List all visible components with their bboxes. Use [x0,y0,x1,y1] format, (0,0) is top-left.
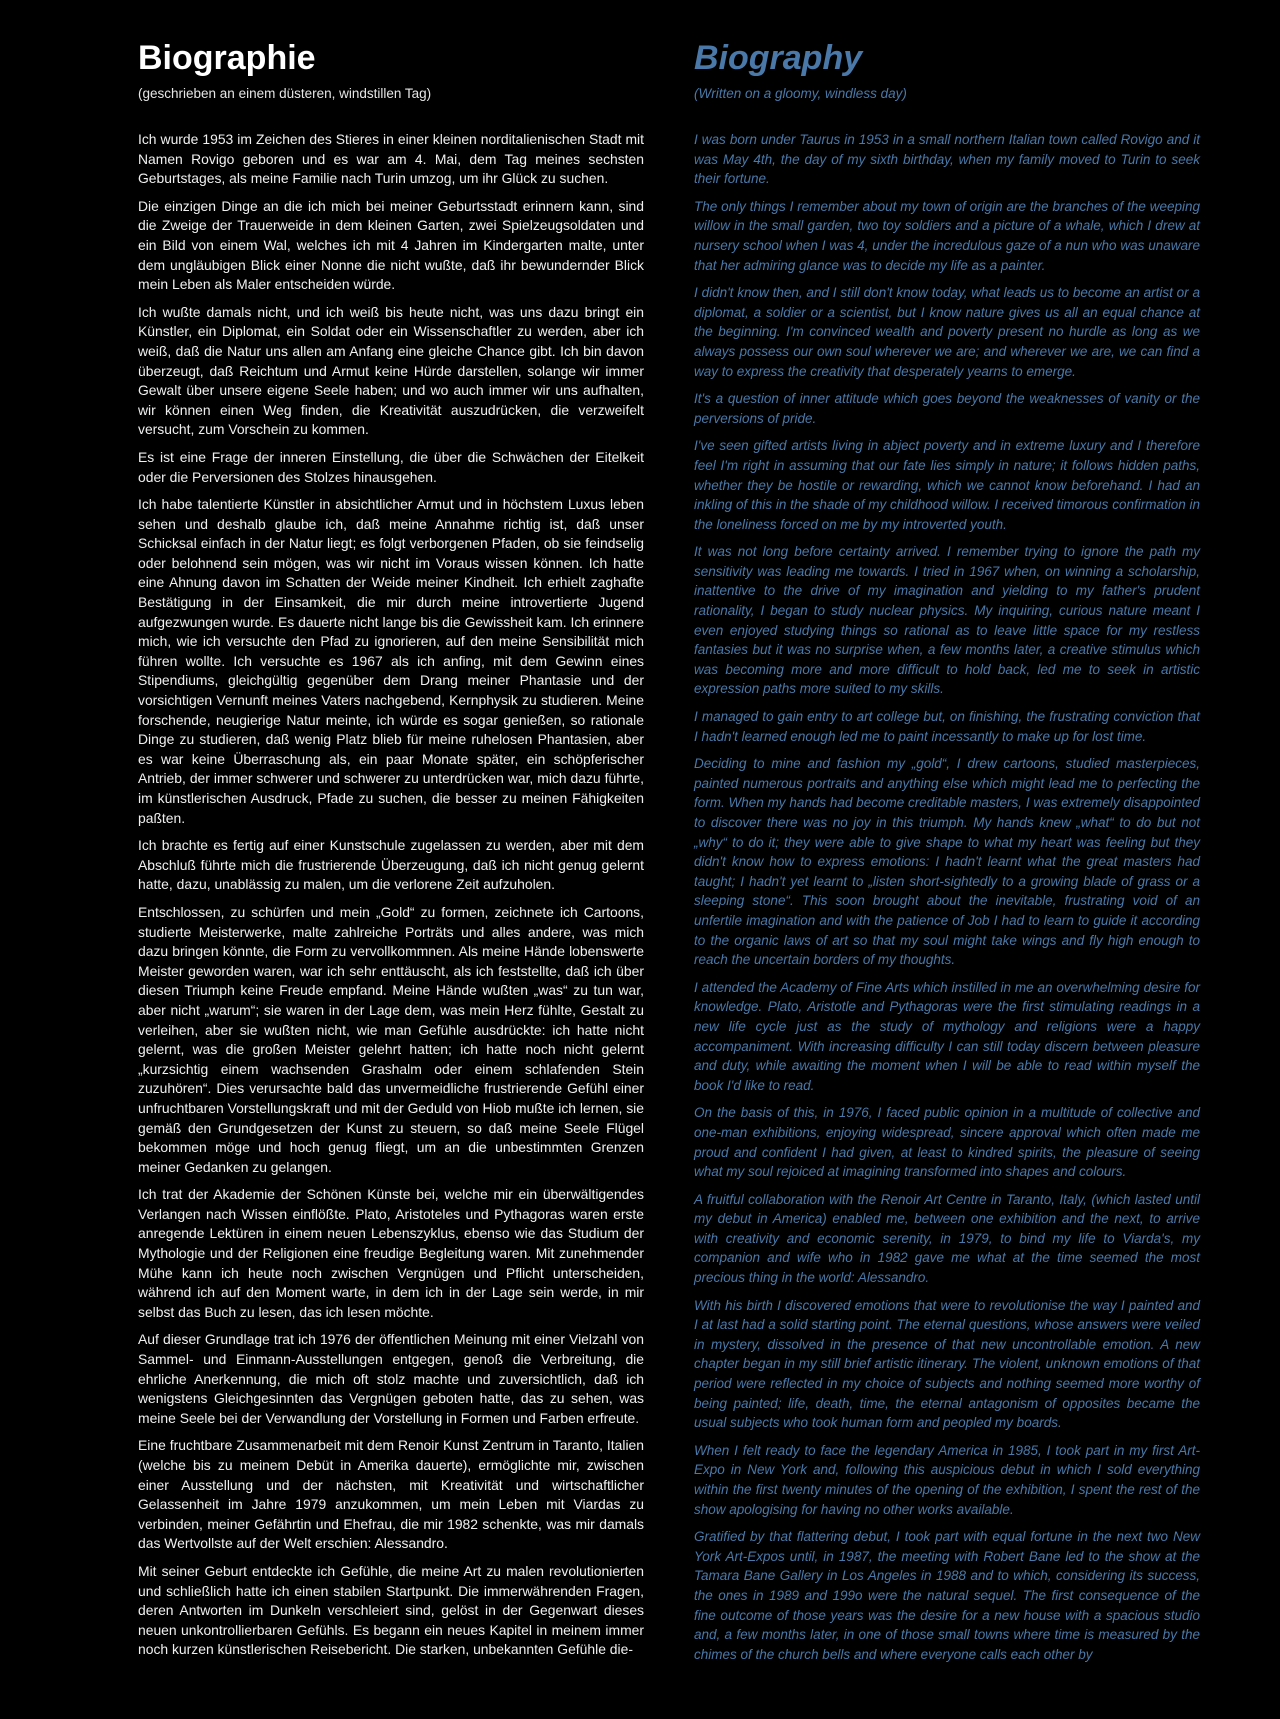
german-title: Biographie [138,39,316,77]
english-paragraph: On the basis of this, in 1976, I faced public opinion in a multitude of collective and one-man exhibitions, enjoying widespread, sincere approval which often made me proud and confident I had given, at least to kindred spirits, the pleasure of seeing what my soul rejoiced at imagining transformed into shapes and colours. [694,1105,1200,1180]
german-body [138,130,644,1660]
english-title: Biography [694,39,863,77]
german-column [138,38,644,1668]
english-paragraph: When I felt ready to face the legendary America in 1985, I took part in my first Art-Expo in New York and, following this auspicious debut in which I sold everything within the first twenty minutes of the opening of the exhibition, I spent the rest of the show apologising for having no other works available. [694,1442,1200,1517]
english-body [694,130,1200,1664]
english-paragraph: I attended the Academy of Fine Arts which instilled in me an overwhelming desire for knowledge. Plato, Aristotle and Pythagoras were the first stimulating readings in a new life cycle just as the study of mythology and religions were a happy accompaniment. With increasing difficulty I can still today discern between pleasure and duty, while awaiting the moment when I will be able to read within myself the book I'd like to read. [694,979,1200,1093]
german-paragraph: Ich wußte damals nicht, und ich weiß bis heute nicht, was uns dazu bringt ein Künstler, ein Diplomat, ein Soldat oder ein Wissenschaftler zu werden, aber ich weiß, daß die Natur uns allen am Anfang eine gleiche Chance gibt. Ich bin davon überzeugt, daß Reichtum und Armut keine Hürde darstellen, solange wir immer Gewalt über unsere eigene Seele haben; und wo auch immer wir uns aufhalten, wir können einen Weg finden, die Kreativität auszudrücken, die verzweifelt versucht, zum Vorschein zu kommen. [138,303,644,438]
english-paragraph: With his birth I discovered emotions that were to revolutionise the way I painted and I at last had a solid starting point. The eternal questions, whose answers were veiled in mystery, dissolved in the presence of that new uncontrollable emotion. A new chapter began in my still brief artistic itinerary. The violent, unknown emotions of that period were reflected in my choice of subjects and nothing seemed more worthy of being painted; life, death, time, the eternal antagonism of opposites became the usual subjects who took human form and peopled my boards. [694,1297,1200,1431]
german-paragraph: Ich habe talentierte Künstler in absichtlicher Armut und in höchstem Luxus leben sehen und deshalb glaube ich, daß meine Annahme richtig ist, daß unser Schicksal einfach in der Natur liegt; es folgt verborgenen Pfaden, ob sie feindselig oder belohnend sein mögen, was wir nicht im Voraus wissen können. Ich hatte eine Ahnung davon im Schatten der Weide meiner Kindheit. Ich erhielt zaghafte Bestätigung in der Einsamkeit, die mir durch meine introvertierte Jugend aufgezwungen wurde. Es dauerte nicht lange bis die Gewissheit kam. Ich erinnere mich, wie ich versuchte den Pfad zu ignorieren, auf den meine Sensibilität mich führen wollte. Ich versuchte es 1967 als ich anfing, mit dem Gewinn eines Stipendiums, gleichgültig gegenüber dem Drang meiner Phantasie und der vorsichtigen Vernunft meines Vaters nachgebend, Kernphysik zu studieren. Meine forschende, neugierige Natur meinte, ich würde es sogar genießen, so rationale Dinge zu studieren, daß wenig Platz blieb für meine ruhelosen Phantasien, aber es war keine Überraschung als, ein paar Monate später, ein schöpferischer Antrieb, der immer schwerer und schwerer zu unterdrücken war, mich dazu führte, im künstlerischen Ausdruck, Pfade zu suchen, die besser zu meinen Fähigkeiten paßten. [138,496,644,826]
german-paragraph: Ich trat der Akademie der Schönen Künste bei, welche mir ein überwältigendes Verlangen nach Wissen einflößte. Plato, Aristoteles und Pythagoras waren erste anregende Lektüren in einem neuen Lebenszyklus, ebenso wie das Studium der Mythologie und der Religionen eine freudige Begleitung waren. Mit zunehmender Mühe kann ich heute noch zwischen Vergnügen und Pflicht unterscheiden, während ich auf den Moment warte, in dem ich in der Lage sein werde, in mir selbst das Buch zu lesen, das ich lesen möchte. [138,1186,644,1320]
english-column [694,38,1200,1672]
english-paragraph: Deciding to mine and fashion my „gold“, I drew cartoons, studied masterpieces, painted numerous portraits and anything else which might lead me to perfecting the form. When my hands had become creditable masters, I was extremely disappointed to discover there was no joy in this triumph. My hands knew „what“ to do but not „why“ to do it; they were able to give shape to what my heart was feeling but they didn't know how to express emotions: I hadn't learnt what the great masters had taught; I hadn't yet learnt to „listen short-sightedly to a growing blade of grass or a sleeping stone“. This soon brought about the inevitable, frustrating void of an unfertile imagination and with the patience of Job I had to learn to guide it according to the organic laws of art so that my soul might take wings and fly high enough to reach the uncertain borders of my thoughts. [694,756,1200,968]
english-paragraph: I managed to gain entry to art college but, on finishing, the frustrating conviction that I hadn't learned enough led me to paint incessantly to make up for lost time. [694,709,1200,744]
german-paragraph: Ich brachte es fertig auf einer Kunstschule zugelassen zu werden, aber mit dem Abschluß führte mich die frustrierende Überzeugung, daß ich nicht genug gelernt hatte, dazu, unablässig zu malen, um die verlorene Zeit aufzuholen. [138,837,644,893]
german-paragraph: Entschlossen, zu schürfen und mein „Gold“ zu formen, zeichnete ich Cartoons, studierte Meisterwerke, malte zahlreiche Porträts und alles andere, was mich dazu bringen könnte, die Form zu vervollkommnen. Als meine Hände lobenswerte Meister geworden waren, war ich sehr enttäuscht, als ich feststellte, daß ich über diesen Triumph keine Freude empfand. Meine Hände wußten „was“ zu tun war, aber nicht „warum“; sie waren in der Lage dem, was mein Herz fühlte, Gestalt zu verleihen, aber sie wußten nicht, wie man Gefühle ausdrückte: ich hatte nicht gelernt, was die großen Meister gelehrt hatten; ich hatte noch nicht gelernt „kurzsichtig einem wachsenden Grashalm oder einem schlafenden Stein zuzuhören“. Dies verursachte bald das unvermeidliche frustrierende Gefühl einer unfruchtbaren Vorstellungskraft und mit der Geduld von Hiob mußte ich lernen, sie gemäß den Grundgesetzen der Kunst zu steuern, so daß meine Seele Flügel bekommen möge und hoch genug fliegt, um an die unbestimmten Grenzen meiner Gedanken zu gelangen. [138,903,644,1175]
german-paragraph: Mit seiner Geburt entdeckte ich Gefühle, die meine Art zu malen revolutionierten und schließlich hatte ich einen stabilen Startpunkt. Die immerwährenden Fragen, deren Antworten im Dunkeln verschleiert sind, gelöst in der Gegenwart dieses neuen unkontrollierbaren Gefühls. Es begann ein neues Kapitel in meinem immer noch kurzen künstlerischen Reisebericht. Die starken, unbekannten Gefühle die- [138,1562,644,1658]
english-paragraph: The only things I remember about my town of origin are the branches of the weeping willow in the small garden, two toy soldiers and a picture of a whale, which I drew at nursery school when I was 4, under the incredulous gaze of a nun who was unaware that her admiring glance was to decide my life as a painter. [694,198,1200,273]
english-paragraph: I've seen gifted artists living in abject poverty and in extreme luxury and I therefore feel I'm right in assuming that our fate lies simply in nature; it follows hidden paths, whether they be hostile or rewarding, which we cannot know beforehand. I had an inkling of this in the shade of my childhood willow. I received timorous confirmation in the loneliness forced on me by my introverted youth. [694,438,1200,532]
english-paragraph: A fruitful collaboration with the Renoir Art Centre in Taranto, Italy, (which lasted until my debut in America) enabled me, between one exhibition and the next, to arrive with creativity and economic serenity, in 1979, to bind my life to Viarda's, my companion and wife who in 1982 gave me what at the time seemed the most precious thing in the world: Alessandro. [694,1191,1200,1286]
german-paragraph: Es ist eine Frage der inneren Einstellung, die über die Schwächen der Eitelkeit oder die Perversionen des Stolzes hinausgehen. [138,448,644,485]
german-paragraph: Eine fruchtbare Zusammenarbeit mit dem Renoir Kunst Zentrum in Taranto, Italien (welche bis zu meinem Debüt in Amerika dauerte), ermöglichte mir, zwischen einer Ausstellung und der nächsten, mit Kreativität und wirtschaftlicher Gelassenheit im Jahre 1979 anzukommen, um mein Leben mit Viardas zu verbinden, meiner Gefährtin und Ehefrau, die mir 1982 schenkte, was mir damals das Wertvollste auf der Welt erschien: Alessandro. [138,1437,644,1552]
english-paragraph: I didn't know then, and I still don't know today, what leads us to become an artist or a diplomat, a soldier or a scientist, but I know nature gives us all an equal chance at the beginning. I'm convinced wealth and poverty present no hurdle as long as we always possess our own soul wherever we are; and wherever we are, we can find a way to express the creativity that desperately yearns to emerge. [694,285,1200,379]
english-paragraph: It was not long before certainty arrived. I remember trying to ignore the path my sensitivity was leading me towards. I tried in 1967 when, on winning a scholarship, inattentive to the drive of my imagination and yielding to my father's prudent rationality, I began to study nuclear physics. My inquiring, curious nature meant I even enjoyed studying things so rational as to leave little space for my restless fantasies but it was no surprise when, a few months later, a creative stimulus which was becoming more and more difficult to hold back, led me to seek in artistic expression paths more suited to my skills. [694,544,1200,697]
german-paragraph: Ich wurde 1953 im Zeichen des Stieres in einer kleinen norditalienischen Stadt mit Namen Rovigo geboren und es war am 4. Mai, dem Tag meines sechsten Geburtstages, als meine Familie nach Turin umzog, um ihr Glück zu suchen. [138,131,644,187]
german-paragraph: Auf dieser Grundlage trat ich 1976 der öffentlichen Meinung mit einer Vielzahl von Sammel- und Einmann-Ausstellungen entgegen, genoß die Verbreitung, die ehrliche Anerkennung, die mich oft stolz machte und zuversichtlich, daß ich wenigstens Gleichgesinnten das Vergnügen geboten hatte, das zu sehen, was meine Seele bei der Verwandlung der Vorstellung in Formen und Farben erfreute. [138,1331,644,1426]
english-paragraph: It's a question of inner attitude which goes beyond the weaknesses of vanity or the perversions of pride. [694,391,1200,426]
english-paragraph: Gratified by that flattering debut, I took part with equal fortune in the next two New York Art-Expos until, in 1987, the meeting with Robert Bane led to the show at the Tamara Bane Gallery in Los Angeles in 1988 and to which, considering its success, the ones in 1989 and 199o were the natural sequel. The first consequence of the fine outcome of those years was the desire for a new house with a spacious studio and, a few months later, in one of those small towns where time is measured by the chimes of the church bells and where everyone calls each other by [694,1529,1200,1662]
german-paragraph: Die einzigen Dinge an die ich mich bei meiner Geburtsstadt erinnern kann, sind die Zweige der Trauerweide in dem kleinen Garten, zwei Spielzeugsoldaten und ein Bild von einem Wal, welches ich mit 4 Jahren im Kindergarten malte, unter dem ungläubigen Blick einer Nonne die nicht wußte, daß ihr bewundernder Blick mein Leben als Maler entscheiden würde. [138,197,644,293]
english-subtitle: (Written on a gloomy, windless day) [694,86,907,101]
german-subtitle: (geschrieben an einem düsteren, windstillen Tag) [138,86,432,101]
english-paragraph: I was born under Taurus in 1953 in a small northern Italian town called Rovigo and it was May 4th, the day of my sixth birthday, when my family moved to Turin to seek their fortune. [694,132,1200,187]
